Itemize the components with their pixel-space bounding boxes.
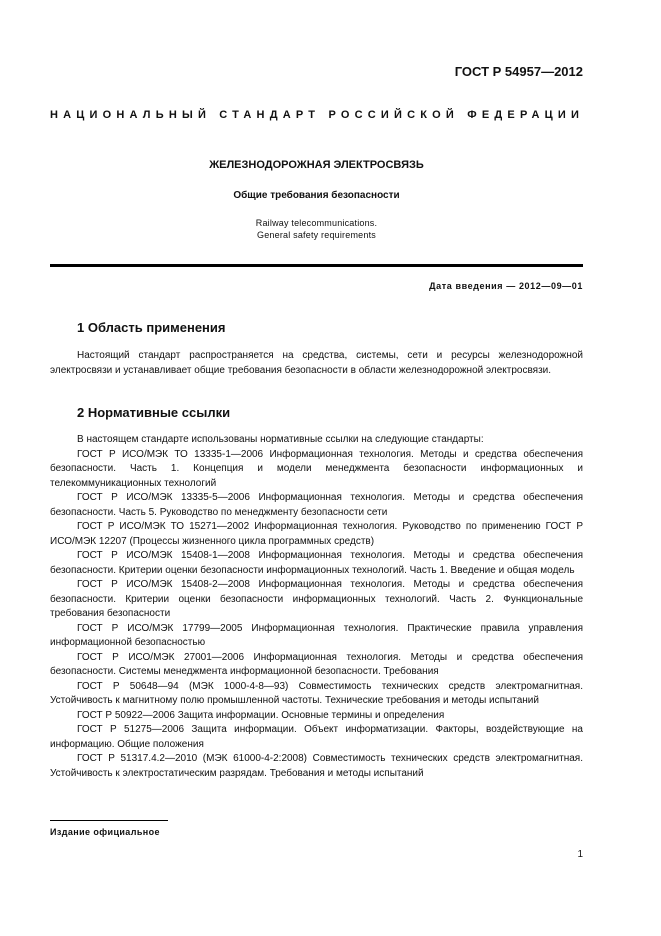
reference-item: ГОСТ Р ИСО/МЭК 17799—2005 Информационная технология. Практические правила управления информационной безопасностью (50, 622, 583, 648)
english-title-line-1: Railway telecommunications. (255, 218, 378, 228)
section-1-heading: 1 Область применения (77, 320, 226, 335)
reference-item: ГОСТ Р ИСО/МЭК 15408-2—2008 Информационная технология. Методы и средства обеспечения безопасности. Критерии оценки безопасности информационных технологий. Часть 2. Функциональные требования безопасности (50, 579, 583, 619)
references-list (50, 433, 583, 781)
gost-number: ГОСТ Р 54957—2012 (454, 64, 583, 79)
english-title-line-2: General safety requirements (257, 230, 376, 240)
section-2-heading: 2 Нормативные ссылки (77, 405, 231, 420)
reference-item: ГОСТ Р ИСО/МЭК 13335-5—2006 Информационная технология. Методы и средства обеспечения безопасности. Часть 5. Руководство по менеджменту безопасности сети (50, 492, 583, 518)
page-number: 1 (577, 849, 583, 860)
reference-item: ГОСТ Р ИСО/МЭК 27001—2006 Информационная технология. Методы и средства обеспечения безопасности. Системы менеджмента информационной безопасности. Требования (50, 651, 583, 677)
reference-item: ГОСТ Р 50922—2006 Защита информации. Основные термины и определения (77, 709, 445, 721)
reference-item: ГОСТ Р ИСО/МЭК 15408-1—2008 Информационная технология. Методы и средства обеспечения безопасности. Критерии оценки безопасности информационных технологий. Часть 1. Введение и общая модель (50, 550, 583, 576)
reference-item: В настоящем стандарте использованы нормативные ссылки на следующие стандарты: (77, 434, 484, 445)
section-1-text: Настоящий стандарт распространяется на средства, системы, сети и ресурсы железнодорожной электросвязи и устанавливает общие требования безопасности в области железнодорожной электросвязи. (50, 350, 583, 376)
reference-item: ГОСТ Р 50648—94 (МЭК 1000-4-8—93) Совместимость технических средств электромагнитная. Устойчивость к магнитному полю промышленной частоты. Технические требования и методы испытаний (50, 680, 583, 706)
official-edition-label: Издание официальное (50, 827, 160, 837)
reference-item: ГОСТ Р ИСО/МЭК ТО 13335-1—2006 Информационная технология. Методы и средства обеспечения безопасности. Часть 1. Концепция и модели менеджмента безопасности информационных и телекоммуникационных технологий (50, 448, 583, 489)
national-standard-banner: НАЦИОНАЛЬНЫЙ СТАНДАРТ РОССИЙСКОЙ ФЕДЕРАЦИИ (50, 109, 585, 121)
footer-divider (50, 820, 168, 821)
header-divider (50, 264, 583, 267)
document-title: ЖЕЛЕЗНОДОРОЖНАЯ ЭЛЕКТРОСВЯЗЬ (209, 159, 424, 171)
reference-item: ГОСТ Р 51275—2006 Защита информации. Объект информатизации. Факторы, воздействующие на информацию. Общие положения (50, 724, 583, 750)
document-subtitle: Общие требования безопасности (233, 190, 400, 201)
english-title (50, 217, 583, 241)
section-1-paragraph (50, 349, 583, 378)
introduction-date: Дата введения — 2012—09—01 (429, 281, 583, 291)
reference-item: ГОСТ Р ИСО/МЭК ТО 15271—2002 Информационная технология. Руководство по применению ГОСТ Р ИСО/МЭК 12207 (Процессы жизненного цикла программных средств) (50, 521, 583, 547)
reference-item: ГОСТ Р 51317.4.2—2010 (МЭК 61000-4-2:2008) Совместимость технических средств электромагнитная. Устойчивость к электростатическим разрядам. Требования и методы испытаний (50, 753, 583, 779)
